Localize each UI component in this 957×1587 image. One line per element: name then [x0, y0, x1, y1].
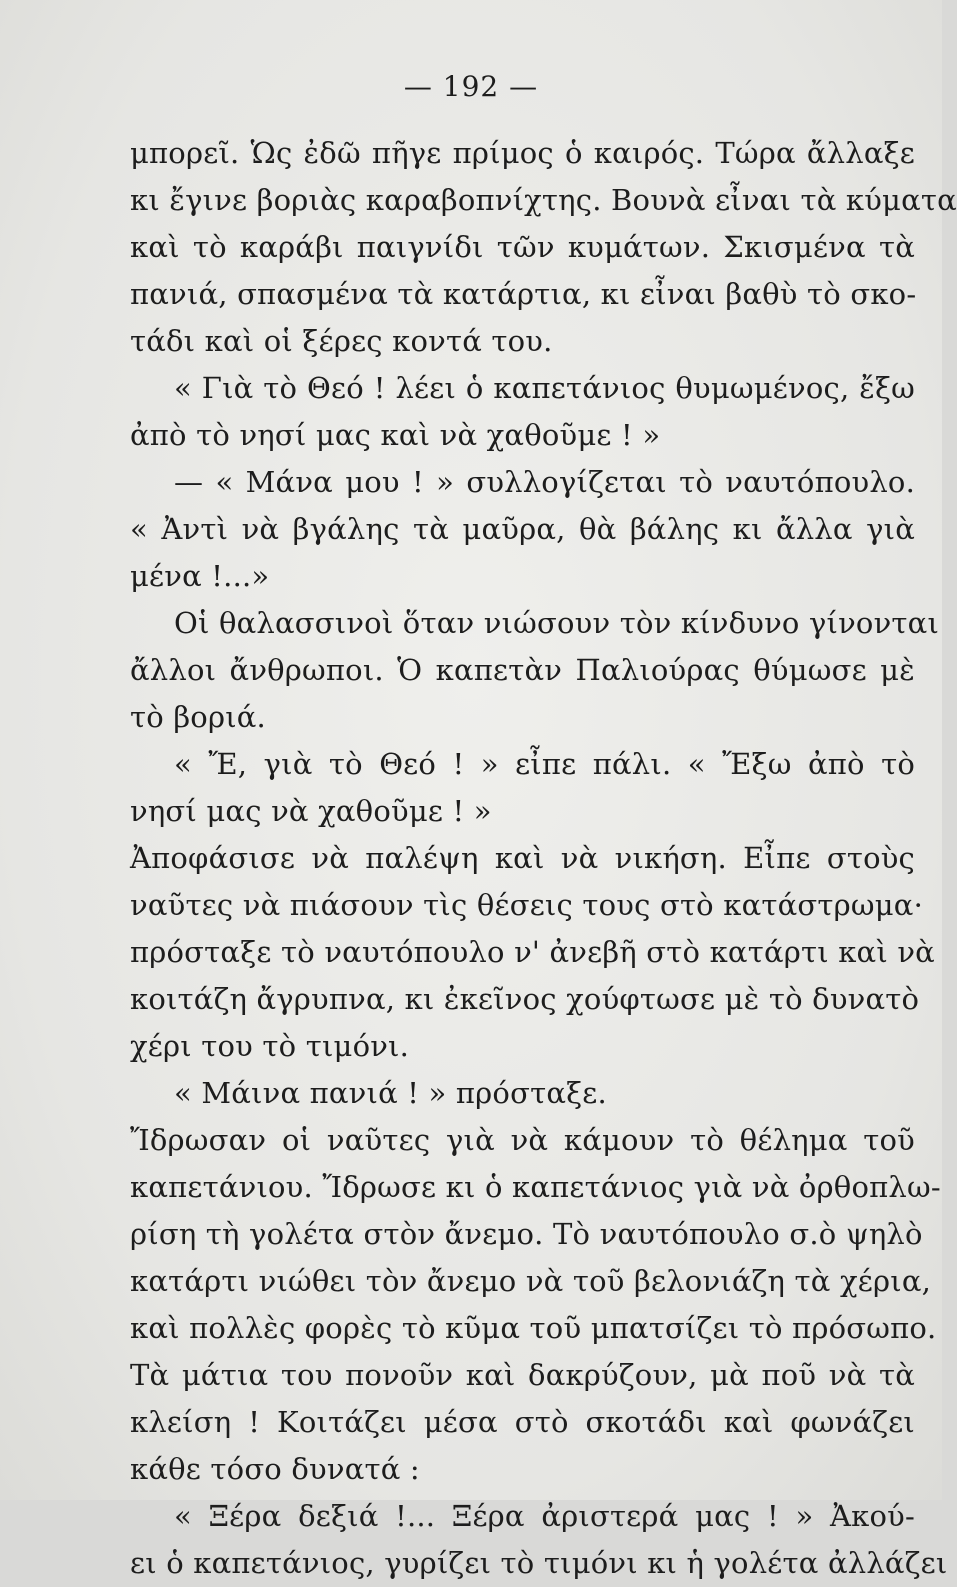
text-line: κατάρτι νιώθει τὸν ἄνεμο νὰ τοῦ βελονιάζη τὰ χέρια, [130, 1264, 932, 1298]
text-line: « Ἀντὶ νὰ βγάλης τὰ μαῦρα, θὰ βάλης κι ἄλλα γιὰ [130, 512, 915, 546]
text-line: τάδι καὶ οἱ ξέρες κοντά του. [130, 324, 553, 358]
text-line: κάθε τόσο δυνατά : [130, 1452, 420, 1486]
text-line: Οἱ θαλασσινοὶ ὅταν νιώσουν τὸν κίνδυνο γίνονται [174, 606, 940, 640]
text-line: νησί μας νὰ χαθοῦμε ! » [130, 794, 492, 828]
text-line: Ἴδρωσαν οἱ ναῦτες γιὰ νὰ κάμουν τὸ θέλημα τοῦ [130, 1123, 915, 1157]
text-line: χέρι του τὸ τιμόνι. [130, 1029, 410, 1063]
text-line: ρίση τὴ γολέτα στὸν ἄνεμο. Τὸ ναυτόπουλο σ.ὸ ψηλὸ [130, 1217, 923, 1251]
page-number: — 192 — [403, 70, 539, 103]
text-line: κλείση ! Κοιτάζει μέσα στὸ σκοτάδι καὶ φωνάζει [130, 1405, 915, 1439]
text-line: « Ξέρα δεξιά !... Ξέρα ἀριστερά μας ! » Ἀκού- [174, 1499, 915, 1533]
text-line: καὶ τὸ καράβι παιγνίδι τῶν κυμάτων. Σκισμένα τὰ [130, 230, 915, 264]
text-line: Τὰ μάτια του πονοῦν καὶ δακρύζουν, μὰ ποῦ νὰ τὰ [130, 1358, 915, 1392]
text-line: — « Μάνα μου ! » συλλογίζεται τὸ ναυτόπουλο. [174, 465, 915, 499]
text-line: καὶ πολλὲς φορὲς τὸ κῦμα τοῦ μπατσίζει τὸ πρόσωπο. [130, 1311, 937, 1345]
text-line: μπορεῖ. Ὡς ἐδῶ πῆγε πρίμος ὁ καιρός. Τώρα ἄλλαξε [130, 136, 915, 170]
text-line: « Μάινα πανιά ! » πρόσταξε. [174, 1076, 607, 1110]
text-line: καπετάνιου. Ἴδρωσε κι ὁ καπετάνιος γιὰ νὰ ὀρθοπλω- [130, 1170, 941, 1204]
text-line: ναῦτες νὰ πιάσουν τὶς θέσεις τους στὸ κατάστρωμα· [130, 888, 923, 922]
text-line: « Ἔ, γιὰ τὸ Θεό ! » εἶπε πάλι. « Ἔξω ἀπὸ τὸ [174, 747, 915, 781]
text-line: κοιτάζη ἄγρυπνα, κι ἐκεῖνος χούφτωσε μὲ τὸ δυνατὸ [130, 982, 920, 1016]
text-line: πρόσταξε τὸ ναυτόπουλο ν' ἀνεβῆ στὸ κατάρτι καὶ νὰ [130, 935, 935, 969]
text-line: « Γιὰ τὸ Θεό ! λέει ὁ καπετάνιος θυμωμένος, ἔξω [174, 371, 915, 405]
text-line: μένα !...» [130, 559, 270, 593]
text-line: ἀπὸ τὸ νησί μας καὶ νὰ χαθοῦμε ! » [130, 418, 661, 452]
text-line: τὸ βοριά. [130, 700, 266, 734]
text-line: Ἀποφάσισε νὰ παλέψη καὶ νὰ νικήση. Εἶπε στοὺς [130, 841, 915, 875]
text-line: ει ὁ καπετάνιος, γυρίζει τὸ τιμόνι κι ἡ γολέτα ἀλλάζει [130, 1546, 948, 1580]
text-line: ἄλλοι ἄνθρωποι. Ὁ καπετὰν Παλιούρας θύμωσε μὲ [130, 653, 915, 687]
page-body-text [130, 130, 957, 1587]
text-line: κι ἔγινε βοριὰς καραβοπνίχτης. Βουνὰ εἶναι τὰ κύματα [130, 183, 957, 217]
text-line: πανιά, σπασμένα τὰ κατάρτια, κι εἶναι βαθὺ τὸ σκο- [130, 277, 917, 311]
